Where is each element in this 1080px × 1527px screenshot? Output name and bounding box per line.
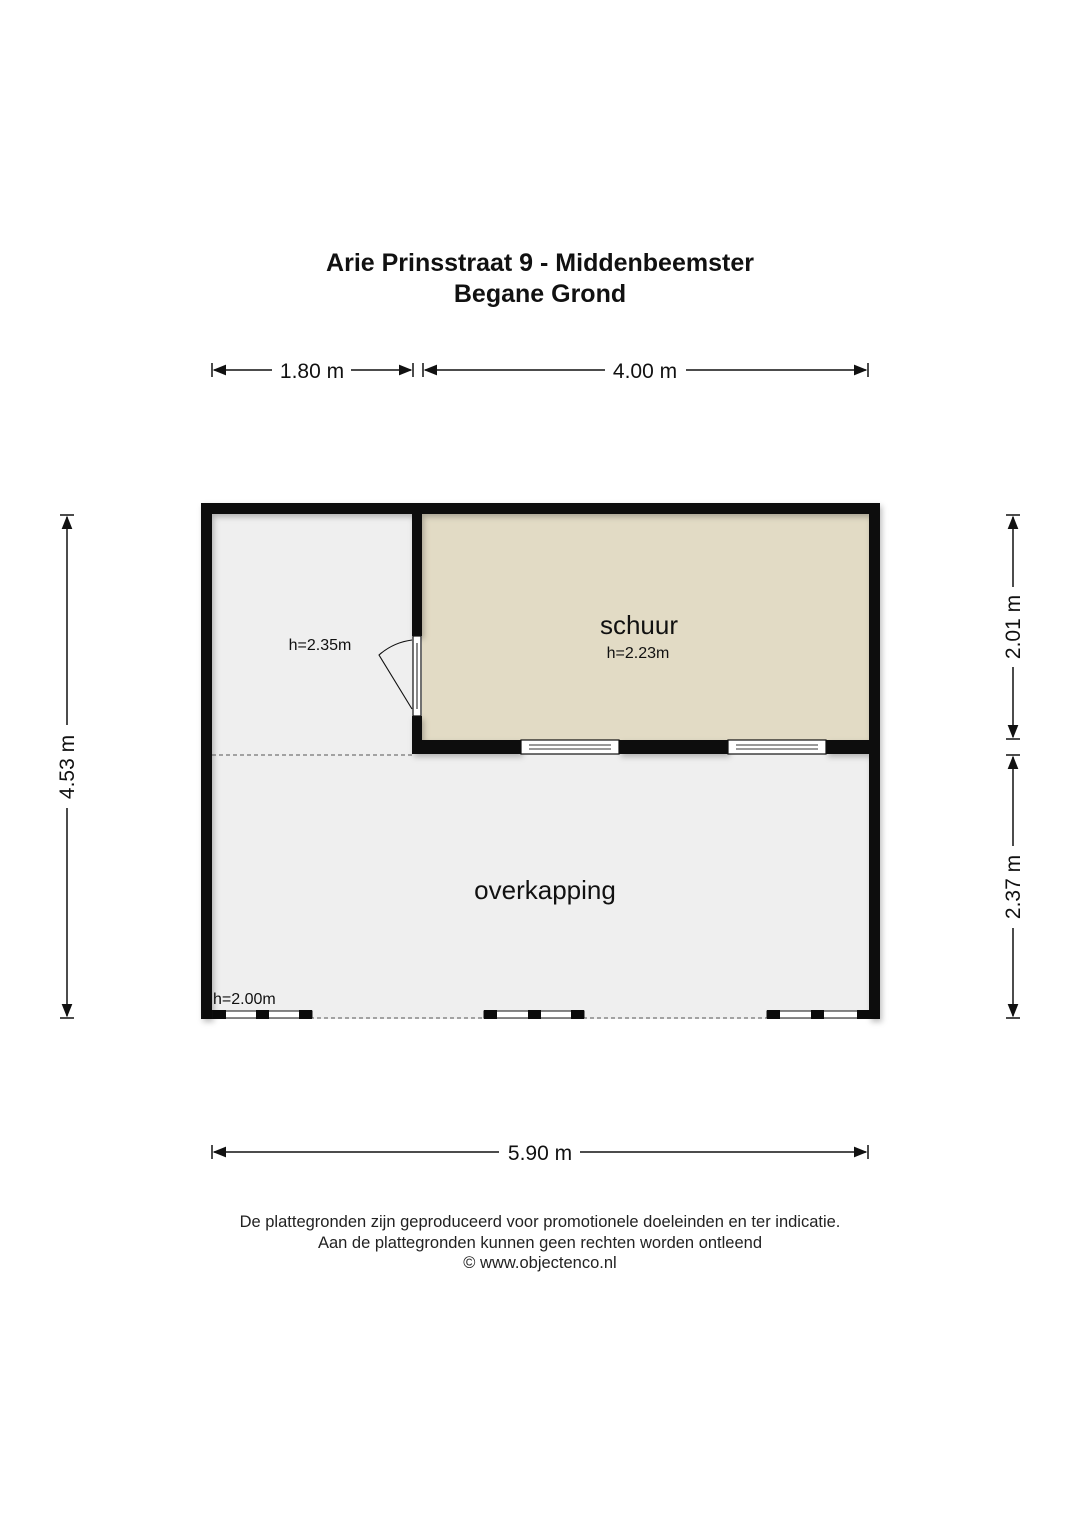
copyright-link[interactable]: © www.objectenco.nl [463,1254,617,1272]
room-height-schuur: h=2.23m [606,645,670,662]
dimension-top-right [423,360,868,383]
dimension-right-top [1002,515,1025,739]
room-label-schuur: schuur [599,610,679,640]
disclaimer-line-2: Aan de plattegronden kunnen geen rechten worden ontleend [317,1234,763,1252]
plan-title: Arie Prinsstraat 9 - Middenbeemster [326,249,754,277]
dimension-left [56,515,79,1018]
room-label-overkapping: overkapping [474,875,616,905]
dimension-right-bottom [1002,755,1025,1018]
dimension-label-bottom: 5.90 m [507,1142,573,1165]
room-height-left-area: h=2.35m [288,637,352,654]
dimension-top-left [212,360,413,383]
dimension-label-top-left: 1.80 m [279,360,345,383]
window-schuur-1 [521,740,619,754]
window-schuur-2 [728,740,826,754]
posts [203,1010,880,1019]
dimension-bottom [212,1142,868,1165]
dimension-label-top-right: 4.00 m [612,360,678,383]
left-area-floor [212,514,414,755]
dimension-label-right-top: 2.01 m [1002,594,1025,660]
dimension-label-left: 4.53 m [56,734,79,800]
floor-name: Begane Grond [453,280,627,308]
room-height-overkapping: h=2.00m [213,991,276,1008]
disclaimer-line-1: De plattegronden zijn geproduceerd voor promotionele doeleinden en ter indicatie. [239,1213,841,1231]
dimension-label-right-bottom: 2.37 m [1002,854,1025,920]
